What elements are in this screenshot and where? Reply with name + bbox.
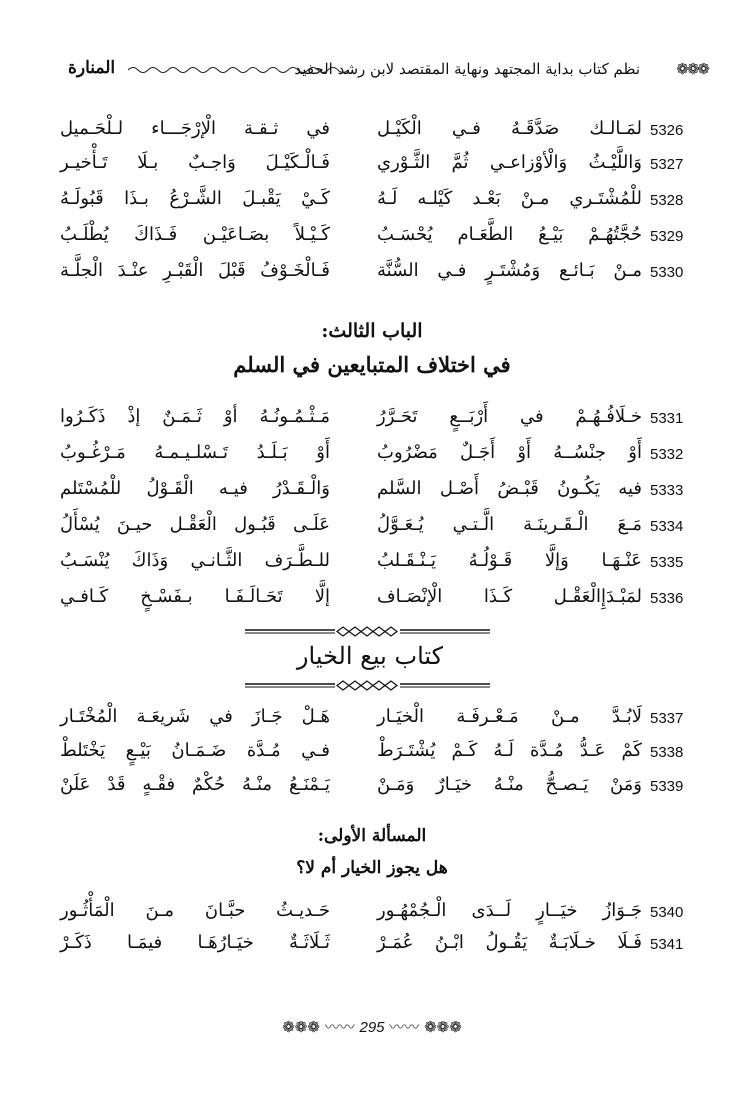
first-hemistich: جَـوَازُ خيَــارٍ لَــدَى الْـجُمْهُـور [377,900,642,921]
second-hemistich: كَـيْ يَقْبـلَ الشَّـرْعُ بـذَا قَبُولَـهُ [60,188,330,209]
second-hemistich: حَـديـثُ حبَّـانَ مـنَ الْمَأْثُـور [60,900,330,921]
first-hemistich: لَابُـدَّ مـنْ مَـعْـرفَـة الْخيَـار [377,706,642,727]
verse-row [60,476,700,512]
second-hemistich: كَـيْـلاً بصَـاعَيْـن فَـذَاكَ يُطْلَـبُ [60,224,330,245]
verse-number: 5331 [650,410,684,427]
verse-row [60,404,700,440]
first-hemistich: وَمَنْ يَـصـحُّ منْـهُ خيَـارٌ وَمَـنْ [377,774,642,795]
second-hemistich: ثَـلَاثَـةٌ خيَـارُهَـا فيمَـا ذَكَـرْ [60,932,330,953]
first-hemistich: كَمْ عَـدُّ مُـدَّة لَـهُ كَـمْ يُشْتَـرَطْ [377,740,642,761]
second-hemistich: فـي مُـدَّة ضَـمَـانُ بَيْـعٍ يَخْتَلطْ [60,740,330,761]
second-hemistich: عَلَـى قَبُـول الْعَقْـل حيـنَ يُسْأَلُ [60,514,330,535]
verse-number: 5337 [650,710,684,727]
first-hemistich: خـلَافُـهُـمْ في أَرْبَــعٍ تَحَـرَّرُ [377,406,642,427]
page-number: 295 [359,1019,385,1036]
verse-row [60,898,700,934]
verse-number: 5329 [650,228,684,245]
verse-number: 5336 [650,590,684,607]
header-ornament-icon: ❁❁❁ [676,60,708,78]
chapter-title: في اختلاف المتبايعين في السلم [233,352,511,377]
first-hemistich: مَـعَ الْـقَـرينَـة الَّـتـي يُـعَـوَّلُ [377,514,642,535]
verse-row [60,222,700,258]
verse-number: 5334 [650,518,684,535]
verse-row [60,512,700,548]
first-hemistich: وَاللَّيْـثُ وَالْأوْزاعـي ثُمَّ الثَّـوْري [377,152,642,173]
second-hemistich: مَـثْـمُـونُـهُ أوْ ثَـمَـنٌ إذْ ذَكَـرُوا [60,406,330,427]
second-hemistich: أَوْ بَـلَـدُ تَـسْلـيـمـهُ مَـرْغُـوبُ [60,442,330,463]
footer-ornament-icon: ❁❁❁ [282,1018,320,1036]
verse-number: 5332 [650,446,684,463]
header-wave-line [128,64,348,76]
ornamental-divider [245,678,490,694]
footer-rule: 〰〰 [324,1018,355,1036]
first-hemistich: لمَـالـك صَدَّقَـهُ فـي الْكَيْـل [377,118,642,139]
verse-number: 5335 [650,554,684,571]
second-hemistich: فَـالْخَـوْفُ قَبْلَ الْقَبْـرِ عنْـدَ الْجلَّـة [60,260,330,281]
first-hemistich: للْمُشْتَـري مـنْ بَعْـد كَيْلـه لَـهُ [377,188,642,209]
page-footer [0,1016,744,1037]
verse-number: 5339 [650,778,684,795]
verse-number: 5338 [650,744,684,761]
verse-number: 5328 [650,192,684,209]
chapter-label: الباب الثالث: [321,320,423,342]
verse-number: 5327 [650,156,684,173]
verse-number: 5333 [650,482,684,499]
book-title: كتاب بيع الخيار [296,642,444,670]
verse-row [60,738,700,774]
second-hemistich: هَـلْ جَـازَ في شَريعَـة الْمُخْتَـار [60,706,330,727]
first-hemistich: مـنْ بَـائـع وَمُشْتَـرٍ فـي السُّنَّة [377,260,642,281]
first-hemistich: أَوْ جنْسُــهُ أَوْ أَجَـلٌ مَضْرُوبُ [377,442,642,463]
first-hemistich: فيه يَكُـونُ قَبْـضُ أَصْـل السَّلم [377,478,642,499]
verse-row [60,116,700,152]
first-hemistich: فَـلَا خـلَابَـةٌ يَقُـولُ ابْـنُ عُمَـرْ [377,932,642,953]
issue-label: المسألة الأولى: [317,826,427,846]
issue-title: هل يجوز الخيار أم لا؟ [296,858,448,878]
verse-number: 5330 [650,264,684,281]
first-hemistich: حُجَّتُهُـمْ بَيْـعُ الطَّعَـام يُحْسَـبُ [377,224,642,245]
second-hemistich: فَـالْـكَيْـلَ وَاجـبٌ بـلَا تَـأْخيـر [60,152,330,173]
verse-row [60,772,700,808]
second-hemistich: يَـمْنَـعُ منْـهُ حُكْمٌ فقْـهٍ قَدْ عَلَنْ [60,774,330,795]
first-hemistich: عَنْـهَـا وَإلَّا قَـوْلُـهُ يَـنْـقَـلبُ [377,550,642,571]
verse-row [60,150,700,186]
second-hemistich: للـطَّـرَف الثَّـانـي وَذَاكَ يُنْسَـبُ [60,550,330,571]
verse-number: 5326 [650,122,684,139]
second-hemistich: إلَّا تَحَـالَـفَـا بـفَسْـخٍ كَـافـي [60,586,330,607]
verse-row [60,186,700,222]
verse-row [60,258,700,294]
verse-number: 5341 [650,936,684,953]
second-hemistich: وَالْـقَـدْرُ فيـه الْقَـوْلُ للْمُسْتَلم [60,478,330,499]
verse-number: 5340 [650,904,684,921]
running-section: المنارة [68,58,116,78]
second-hemistich: في ثـقـة الْإرْجَـــاء لـلْحَـميل [60,118,330,139]
verse-row [60,930,700,966]
ornamental-divider [245,624,490,640]
footer-ornament-icon: ❁❁❁ [424,1018,462,1036]
verse-row [60,440,700,476]
verse-row [60,584,700,620]
page-header [68,58,708,84]
verse-row [60,548,700,584]
first-hemistich: لمَبْـدَإِالْعَقْـل كَـذَا الْإنْصَـاف [377,586,642,607]
verse-row [60,704,700,740]
running-title: نظم كتاب بداية المجتهد ونهاية المقتصد لابن رشد الحفيد [294,60,640,78]
footer-rule: 〰〰 [389,1018,420,1036]
